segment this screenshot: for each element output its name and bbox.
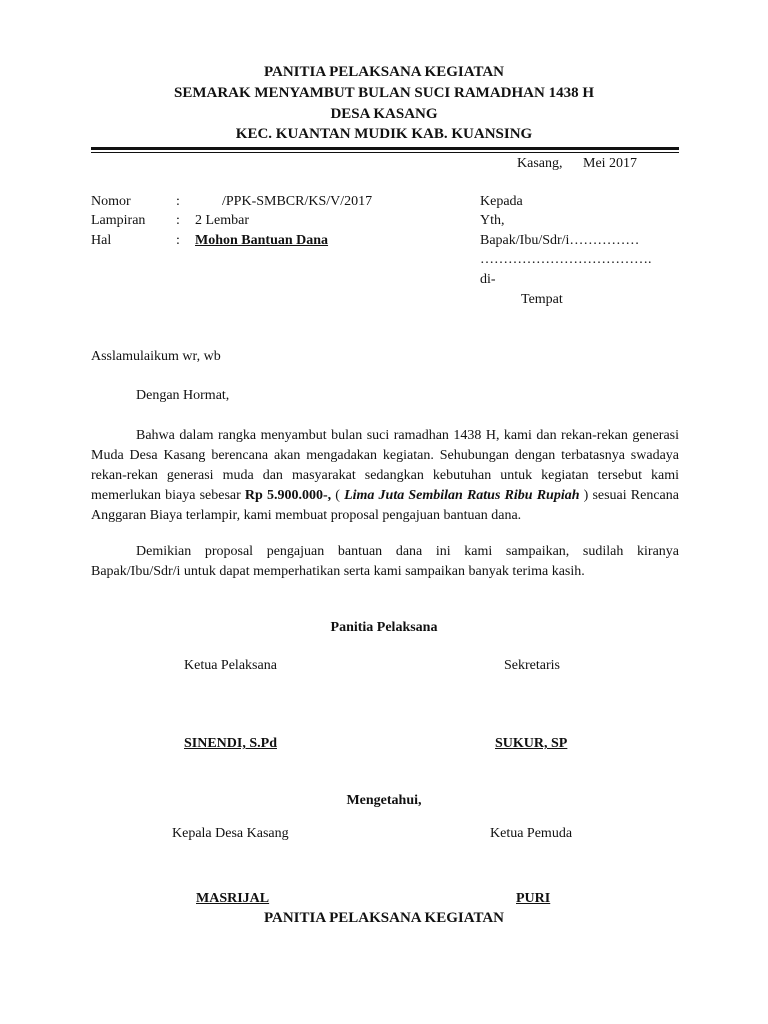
hal-value: Mohon Bantuan Dana [195,233,329,248]
kades-role: Kepala Desa Kasang [172,826,289,841]
recipient-di: di- [480,272,496,287]
recipient-dots: ………………………………. [480,252,652,267]
body-paragraph-1-text-a: Bahwa dalam rangka menyambut bulan suci ramadhan 1438 H, kami dan rekan-rekan generasi Muda Desa Kasang berencana akan mengadakan kegiatan. Sehubungan dengan terbatasnya swadaya rekan-rekan generasi muda dan masyarakat sedangkan kebutuhan untuk kegiatan tersebut kami memerlukan biaya sebesar [91,428,679,503]
next-page-header: PANITIA PELAKSANA KEGIATAN [263,910,505,926]
date-month-year: Mei 2017 [583,156,638,171]
nomor-label: Nomor [91,194,131,209]
sekretaris-role: Sekretaris [504,658,560,673]
recipient-bapak: Bapak/Ibu/Sdr/i…………… [480,233,640,248]
hal-colon: : [176,233,180,248]
recipient-kepada: Kepada [480,194,523,209]
header-line-2: SEMARAK MENYAMBUT BULAN SUCI RAMADHAN 1438 H [173,85,595,101]
recipient-yth: Yth, [480,213,505,228]
nomor-value: /PPK-SMBCR/KS/V/2017 [222,194,373,209]
date-place: Kasang, [517,156,563,171]
lampiran-colon: : [176,213,180,228]
lampiran-label: Lampiran [91,213,146,228]
header-line-1: PANITIA PELAKSANA KEGIATAN [263,64,505,80]
body-paragraph-1-open: ( [331,488,345,503]
nomor-colon: : [176,194,180,209]
hal-label: Hal [91,233,112,248]
body-paragraph-2: Demikian proposal pengajuan bantuan dana ini kami sampaikan, sudilah kiranya Bapak/Ibu/Sdr/i untuk dapat memperhatikan serta kami sampaikan banyak terima kasih. [91,544,679,579]
amount-value: Rp 5.900.000-, [244,488,332,503]
amount-in-words: Lima Juta Sembilan Ratus Ribu Rupiah [344,488,580,503]
lampiran-value: 2 Lembar [195,213,250,228]
pemuda-role: Ketua Pemuda [490,826,573,841]
body-paragraph-1-text-b: ) sesuai Rencana Anggaran Biaya terlampir, kami membuat proposal pengajuan bantuan dana. [91,488,679,523]
header-rule-thick [91,147,679,150]
body-paragraph-1 [91,426,679,526]
salutation: Asslamulaikum wr, wb [91,349,221,364]
greeting: Dengan Hormat, [136,388,230,403]
pemuda-name: PURI [516,891,551,906]
recipient-tempat: Tempat [521,292,563,307]
sekretaris-name: SUKUR, SP [495,736,568,751]
header-line-4: KEC. KUANTAN MUDIK KAB. KUANSING [235,126,533,142]
ketua-name: SINENDI, S.Pd [184,736,277,751]
header-rule-thin [91,152,679,153]
header-line-3: DESA KASANG [330,106,438,122]
ketua-role: Ketua Pelaksana [184,658,277,673]
panitia-title: Panitia Pelaksana [330,620,438,635]
mengetahui-title: Mengetahui, [346,793,422,808]
kades-name: MASRIJAL [196,891,270,906]
